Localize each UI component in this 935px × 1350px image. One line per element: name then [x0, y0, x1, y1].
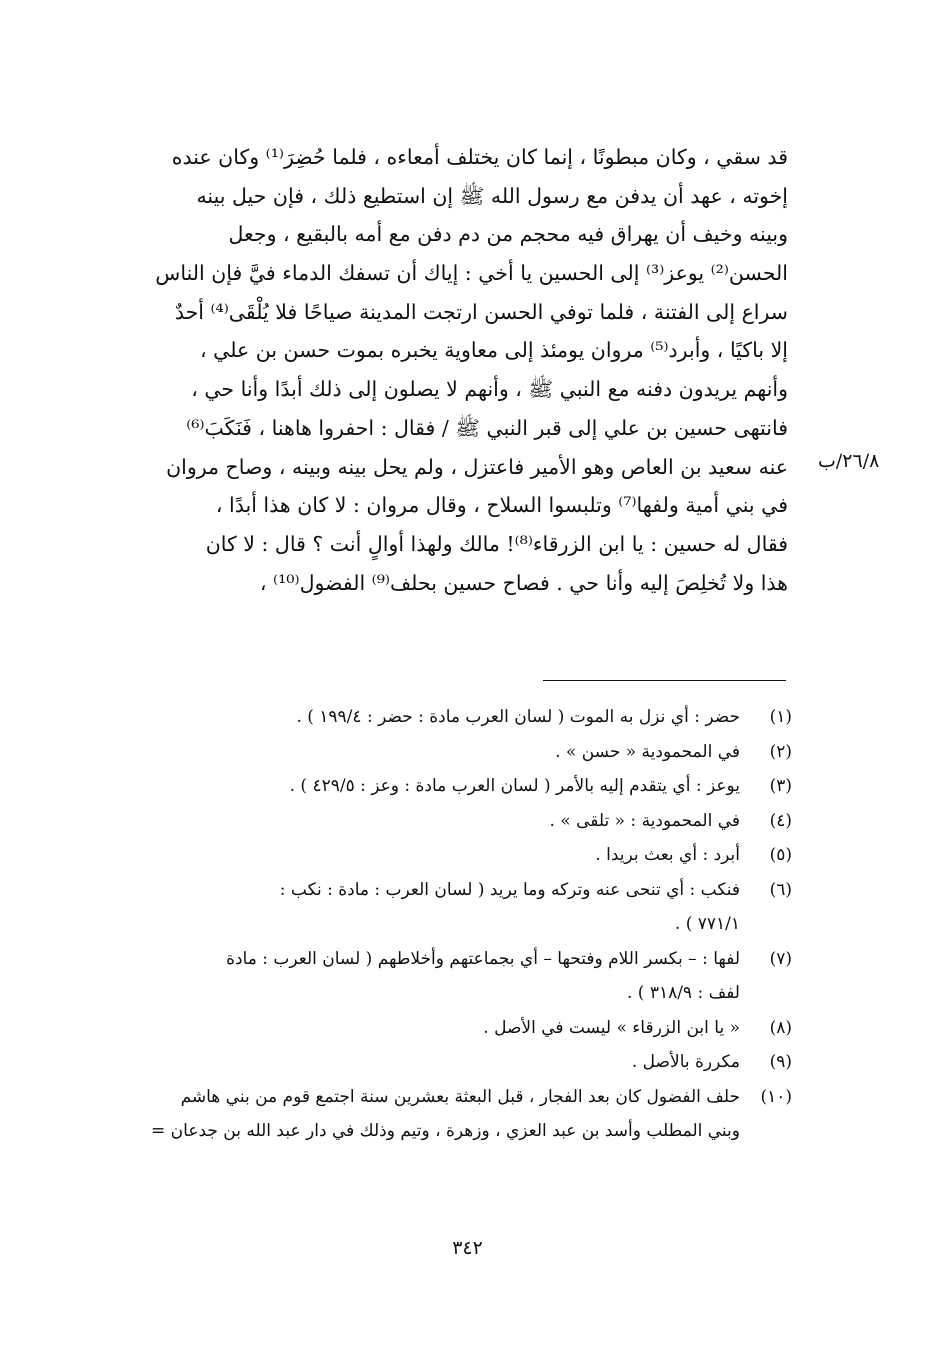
footnote-separator — [543, 680, 786, 681]
footnote-text: في المحمودية « حسن » . — [555, 741, 740, 762]
main-text-line: قد سقي ، وكان مبطونًا ، إنما كان يختلف أمعاءه ، فلما حُضِرَ⁽¹⁾ وكان عنده — [171, 145, 788, 169]
footnote-text: وبني المطلب وأسد بن عبد العزي ، وزهرة ، وتيم وذلك في دار عبد الله بن جدعان = — [151, 1121, 740, 1141]
footnote-item — [120, 804, 792, 839]
main-text-line: عنه سعيد بن العاص وهو الأمير فاعتزل ، ولم يحل بينه وبينه ، وصاح مروان — [166, 454, 788, 479]
footnote-number: (٨) — [769, 1017, 792, 1038]
footnote-text: لفها : – بكسر اللام وفتحها – أي بجماعتهم وأخلاطهم ( لسان العرب : مادة — [226, 948, 740, 969]
main-text-line: فقال له حسين : يا ابن الزرقاء⁽⁸⁾! مالك ولهذا أوالٍ أنت ؟ قال : لا كان — [205, 531, 788, 556]
footnote-text: « يا ابن الزرقاء » ليست في الأصل . — [483, 1017, 740, 1038]
main-text-line: في بني أمية ولفها⁽⁷⁾ وتلبسوا السلاح ، وقال مروان : لا كان هذا أبدًا ، — [215, 493, 788, 518]
footnote-item — [120, 700, 792, 735]
footnote-item — [120, 735, 792, 770]
footnote-number: (١٠) — [760, 1086, 792, 1107]
footnote-item — [120, 873, 792, 942]
footnote-number: (٦) — [769, 879, 792, 900]
footnote-text: فنكب : أي تنحى عنه وتركه وما يريد ( لسان العرب : مادة : نكب : — [279, 879, 740, 900]
footnote-number: (٧) — [769, 948, 792, 969]
footnote-text: لفف : ٣١٨/٩ ) . — [626, 983, 740, 1003]
footnote-text: أبرد : أي بعث بريدا . — [595, 845, 740, 865]
footnote-item — [120, 1045, 792, 1080]
main-text-line: هذا ولا تُخلِصَ إليه وأنا حي . فصاح حسين بحلف⁽⁹⁾ الفضول⁽¹⁰⁾ ، — [259, 570, 788, 595]
main-text-line: وأنهم يريدون دفنه مع النبي ﷺ ، وأنهم لا يصلون إلى ذلك أبدًا وأنا حي ، — [191, 377, 788, 402]
main-text — [148, 138, 788, 602]
footnote-text: يوعز : أي يتقدم إليه بالأمر ( لسان العرب مادة : وعز : ٤٢٩/٥ ) . — [289, 776, 740, 796]
footnote-number: (٤) — [769, 810, 792, 831]
footnote-number: (١) — [769, 707, 792, 727]
page-number: ٣٤٢ — [452, 1237, 483, 1259]
footnote-text: حضر : أي نزل به الموت ( لسان العرب مادة : حضر : ١٩٩/٤ ) . — [296, 707, 740, 727]
main-text-line: سراع إلى الفتنة ، فلما توفي الحسن ارتجت المدينة صياحًا فلا يُلْقَى⁽⁴⁾ أحدٌ — [174, 299, 788, 324]
main-text-line: إلا باكيًا ، وأبرد⁽⁵⁾ مروان يومئذ إلى معاوية يخبره بموت حسن بن علي ، — [199, 338, 788, 363]
footnote-item — [120, 769, 792, 804]
main-text-line: وبينه وخيف أن يهراق فيه محجم من دم دفن مع أمه بالبقيع ، وجعل — [228, 222, 788, 247]
footnote-item — [120, 1080, 792, 1149]
footnote-text: ٧٧١/١ ) . — [674, 914, 740, 934]
footnote-item — [120, 942, 792, 1011]
footnote-number: (٩) — [769, 1052, 792, 1072]
footnote-text: حلف الفضول كان بعد الفجار ، قبل البعثة بعشرين سنة اجتمع قوم من بني هاشم — [180, 1086, 740, 1107]
main-text-line: فانتهى حسين بن علي إلى قبر النبي ﷺ / فقال : احفروا هاهنا ، فَنَكَبَ⁽⁶⁾ — [186, 415, 788, 440]
footnote-text: في المحمودية : « تلقى » . — [549, 810, 740, 831]
footnote-item — [120, 1011, 792, 1046]
main-text-line: إخوته ، عهد أن يدفن مع رسول الله ﷺ إن استطيع ذلك ، فإن حيل بينه — [196, 183, 788, 208]
main-text-line: الحسن⁽²⁾ يوعز⁽³⁾ إلى الحسين يا أخي : إياك أن تسفك الدماء فيَّ فإن الناس — [155, 261, 788, 286]
footnotes — [120, 700, 792, 1149]
footnote-number: (٢) — [769, 741, 792, 762]
manuscript-folio-note: ٢٦/٨/ب — [818, 450, 880, 472]
footnote-number: (٣) — [769, 776, 792, 796]
footnote-number: (٥) — [769, 845, 792, 865]
footnote-item — [120, 838, 792, 873]
footnote-text: مكررة بالأصل . — [631, 1052, 740, 1072]
